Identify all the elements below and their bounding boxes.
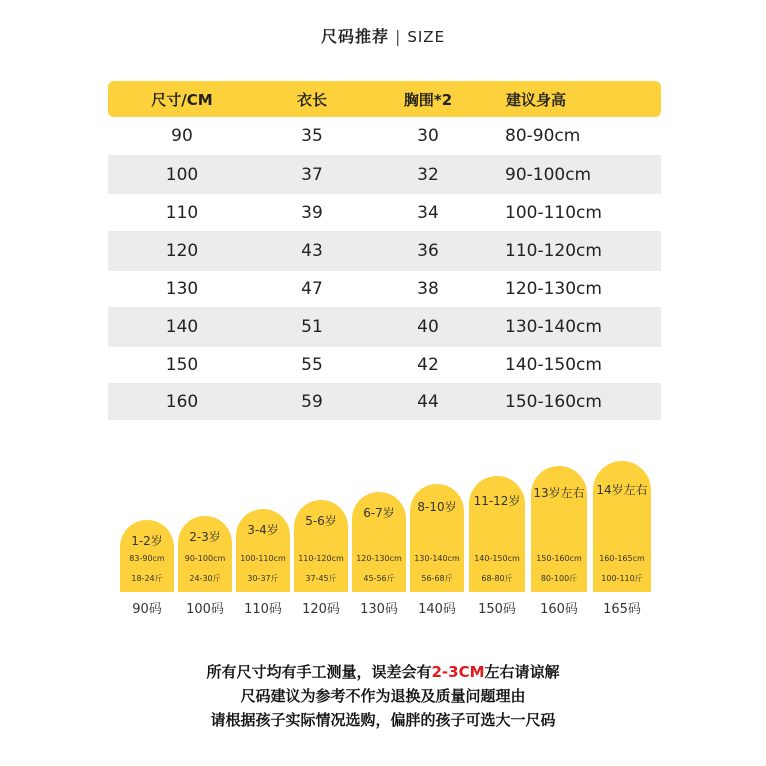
bar-size-code: 100码 bbox=[186, 602, 224, 617]
size-bar bbox=[236, 509, 290, 592]
cell-size: 140 bbox=[165, 317, 199, 337]
cell-length: 37 bbox=[301, 164, 323, 185]
note-line-2: 尺码建议为参考不作为退换及质量问题理由 bbox=[240, 687, 526, 705]
bar-size-code: 120码 bbox=[302, 602, 340, 617]
bar-size-code: 160码 bbox=[540, 602, 578, 617]
cell-chest: 32 bbox=[417, 164, 439, 185]
bar-weight-range: 45-56斤 bbox=[363, 574, 395, 583]
cell-size: 120 bbox=[165, 241, 199, 261]
cell-length: 59 bbox=[301, 391, 323, 412]
cell-size: 110 bbox=[165, 202, 199, 223]
size-bar bbox=[294, 500, 348, 592]
cell-chest: 36 bbox=[417, 241, 439, 261]
cell-chest: 42 bbox=[417, 355, 439, 375]
size-bar bbox=[469, 476, 525, 592]
cell-height: 80-90cm bbox=[505, 126, 581, 146]
bar-age: 6-7岁 bbox=[363, 506, 395, 520]
bar-size-code: 110码 bbox=[244, 602, 282, 617]
bar-age: 2-3岁 bbox=[189, 530, 221, 544]
bar-size-code: 130码 bbox=[360, 602, 398, 617]
bar-age: 11-12岁 bbox=[473, 494, 521, 508]
cell-length: 35 bbox=[301, 126, 323, 146]
size-bar bbox=[593, 461, 651, 592]
cell-chest: 30 bbox=[417, 126, 439, 146]
cell-size: 90 bbox=[171, 126, 193, 146]
bar-age: 14岁左右 bbox=[596, 483, 648, 497]
bar-weight-range: 37-45斤 bbox=[305, 574, 337, 583]
bar-weight-range: 30-37斤 bbox=[247, 574, 279, 583]
bar-height-range: 110-120cm bbox=[298, 554, 344, 563]
bar-age: 8-10岁 bbox=[417, 500, 457, 514]
cell-length: 47 bbox=[301, 279, 323, 299]
size-bar bbox=[178, 516, 232, 592]
bar-height-range: 160-165cm bbox=[599, 554, 645, 563]
cell-size: 130 bbox=[165, 279, 199, 299]
size-bar bbox=[531, 466, 587, 592]
note-line-3: 请根据孩子实际情况选购，偏胖的孩子可选大一尺码 bbox=[210, 711, 556, 729]
bar-weight-range: 100-110斤 bbox=[601, 574, 643, 583]
cell-height: 110-120cm bbox=[505, 241, 602, 261]
bar-height-range: 100-110cm bbox=[240, 554, 286, 563]
bar-size-code: 140码 bbox=[418, 602, 456, 617]
cell-height: 90-100cm bbox=[505, 164, 592, 185]
note-1-post: 左右请谅解 bbox=[484, 663, 560, 681]
cell-height: 100-110cm bbox=[505, 202, 602, 223]
bar-weight-range: 24-30斤 bbox=[189, 574, 221, 583]
bar-height-range: 130-140cm bbox=[414, 554, 460, 563]
bar-age: 13岁左右 bbox=[533, 486, 585, 500]
cell-height: 150-160cm bbox=[505, 391, 602, 412]
cell-chest: 40 bbox=[417, 317, 439, 337]
bar-age: 5-6岁 bbox=[305, 514, 337, 528]
cell-size: 150 bbox=[165, 355, 199, 375]
bar-size-code: 165码 bbox=[603, 602, 641, 617]
header-size: 尺寸/CM bbox=[151, 90, 213, 109]
cell-chest: 34 bbox=[417, 202, 439, 223]
notes bbox=[0, 660, 766, 732]
cell-length: 51 bbox=[301, 317, 323, 337]
note-1-pre: 所有尺寸均有手工测量，误差会有 bbox=[206, 663, 432, 681]
bar-weight-range: 80-100斤 bbox=[540, 574, 578, 583]
header-chest: 胸围*2 bbox=[403, 90, 453, 109]
size-bar bbox=[120, 520, 174, 592]
bar-age: 1-2岁 bbox=[131, 534, 163, 548]
note-line-1 bbox=[0, 660, 766, 684]
title-en: SIZE bbox=[407, 28, 446, 46]
bar-height-range: 120-130cm bbox=[356, 554, 402, 563]
bar-age: 3-4岁 bbox=[247, 523, 279, 537]
bar-weight-range: 68-80斤 bbox=[481, 574, 513, 583]
title-separator: | bbox=[394, 27, 402, 46]
note-1-red: 2-3CM bbox=[431, 663, 485, 681]
cell-length: 39 bbox=[301, 202, 323, 223]
bar-height-range: 83-90cm bbox=[129, 554, 165, 563]
cell-chest: 44 bbox=[417, 391, 439, 412]
cell-height: 130-140cm bbox=[505, 317, 602, 337]
cell-length: 55 bbox=[301, 355, 323, 375]
bar-height-range: 150-160cm bbox=[536, 554, 582, 563]
bar-size-code: 150码 bbox=[478, 602, 516, 617]
cell-height: 120-130cm bbox=[505, 279, 602, 299]
cell-size: 100 bbox=[165, 164, 199, 185]
cell-height: 140-150cm bbox=[505, 355, 602, 375]
header-length: 衣长 bbox=[296, 90, 327, 109]
bar-height-range: 90-100cm bbox=[184, 554, 226, 563]
size-bar bbox=[410, 484, 464, 592]
header-height: 建议身高 bbox=[506, 90, 567, 109]
size-bar bbox=[352, 492, 406, 592]
bar-weight-range: 18-24斤 bbox=[131, 574, 163, 583]
bar-weight-range: 56-68斤 bbox=[421, 574, 453, 583]
bar-size-code: 90码 bbox=[132, 602, 162, 617]
title-cn: 尺码推荐 bbox=[320, 27, 389, 46]
cell-length: 43 bbox=[301, 241, 323, 261]
bar-height-range: 140-150cm bbox=[474, 554, 520, 563]
cell-chest: 38 bbox=[417, 279, 439, 299]
cell-size: 160 bbox=[165, 391, 199, 412]
size-guide-chart bbox=[120, 0, 660, 766]
